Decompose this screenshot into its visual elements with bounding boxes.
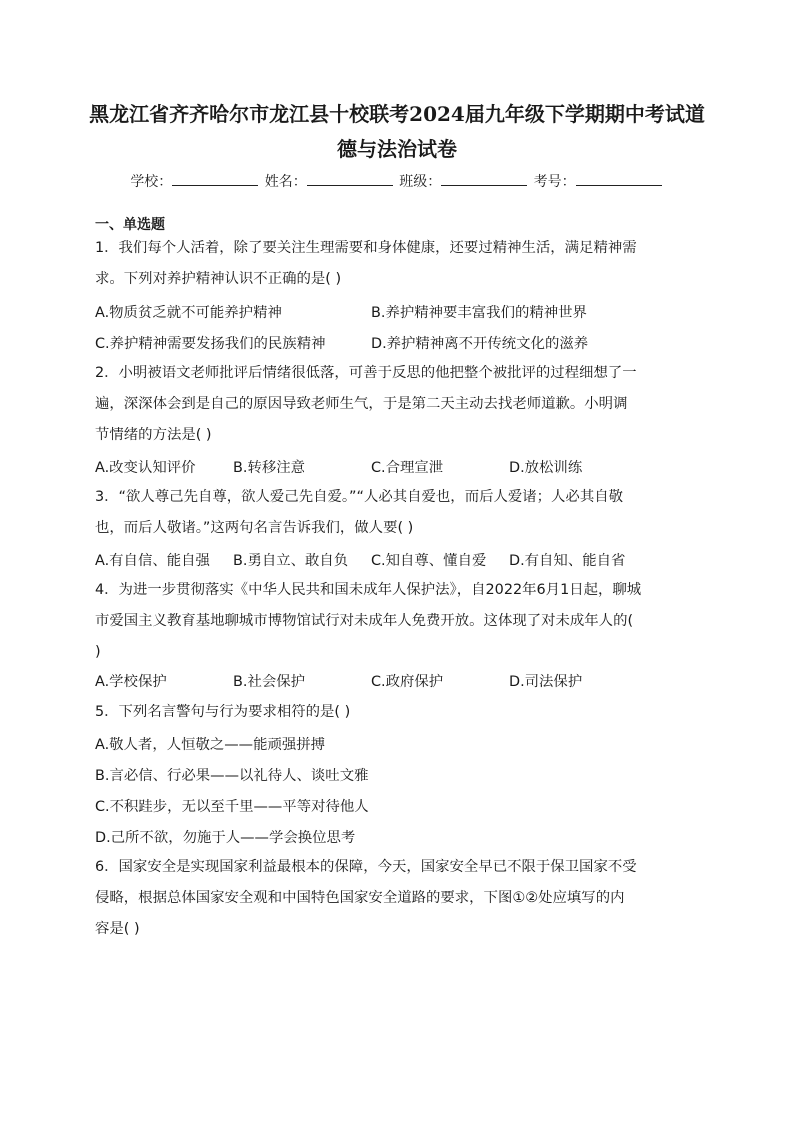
question-3-option-b: B.勇自立、敢自负 bbox=[233, 553, 349, 569]
school-blank[interactable] bbox=[172, 169, 258, 186]
class-blank[interactable] bbox=[441, 169, 527, 186]
name-label: 姓名： bbox=[264, 174, 307, 190]
question-5-option-a: A.敬人者，人恒敬之——能顽强拼搏 bbox=[95, 737, 326, 753]
question-4-line-1: 4．为进一步贯彻落实《中华人民共和国未成年人保护法》，自2022年6月1日起，聊城 bbox=[95, 582, 642, 598]
question-3-option-d: D.有自知、能自省 bbox=[509, 553, 626, 569]
exam-title-line-1: 黑龙江省齐齐哈尔市龙江县十校联考2024届九年级下学期期中考试道 bbox=[89, 102, 705, 126]
question-2-option-d: D.放松训练 bbox=[509, 460, 583, 476]
question-5-option-d: D.己所不欲，勿施于人——学会换位思考 bbox=[95, 830, 356, 846]
number-label: 考号： bbox=[533, 174, 576, 190]
question-3-option-c: C.知自尊、懂自爱 bbox=[371, 553, 487, 569]
question-6-line-2: 侵略，根据总体国家安全观和中国特色国家安全道路的要求，下图①②处应填写的内 bbox=[95, 890, 625, 906]
question-1-line-2: 求。下列对养护精神认识不正确的是( ) bbox=[95, 271, 342, 287]
number-blank[interactable] bbox=[576, 169, 662, 186]
question-2-line-3: 节情绪的方法是( ) bbox=[95, 427, 212, 443]
question-1-option-d: D.养护精神离不开传统文化的滋养 bbox=[371, 336, 589, 352]
question-5-option-b: B.言必信、行必果——以礼待人、谈吐文雅 bbox=[95, 768, 369, 784]
question-2-option-b: B.转移注意 bbox=[233, 460, 306, 476]
question-2-line-1: 2．小明被语文老师批评后情绪很低落，可善于反思的他把整个被批评的过程细想了一 bbox=[95, 365, 637, 381]
question-2-option-a: A.改变认知评价 bbox=[95, 460, 196, 476]
question-3-option-a: A.有自信、能自强 bbox=[95, 553, 210, 569]
question-2-option-c: C.合理宣泄 bbox=[371, 460, 444, 476]
question-2-line-2: 遍，深深体会到是自己的原因导致老师生气，于是第二天主动去找老师道歉。小明调 bbox=[95, 396, 628, 412]
exam-title-line-2: 德与法治试卷 bbox=[337, 137, 457, 161]
question-4-option-b: B.社会保护 bbox=[233, 674, 306, 690]
question-6-line-1: 6．国家安全是实现国家利益最根本的保障，今天，国家安全早已不限于保卫国家不受 bbox=[95, 859, 637, 875]
student-info-row bbox=[0, 169, 794, 193]
question-5-line-1: 5．下列名言警句与行为要求相符的是( ) bbox=[95, 704, 351, 720]
school-label: 学校： bbox=[130, 174, 173, 190]
section-heading: 一、单选题 bbox=[95, 217, 165, 233]
question-5-option-c: C.不积跬步，无以至千里——平等对待他人 bbox=[95, 799, 369, 815]
question-4-option-a: A.学校保护 bbox=[95, 674, 167, 690]
question-1-line-1: 1．我们每个人活着，除了要关注生理需要和身体健康，还要过精神生活，满足精神需 bbox=[95, 240, 637, 256]
question-3-line-1: 3．“欲人尊己先自尊，欲人爱己先自爱。”“人必其自爱也，而后人爱诸；人必其自敬 bbox=[95, 489, 623, 505]
question-4-line-2: 市爱国主义教育基地聊城市博物馆试行对未成年人免费开放。这体现了对未成年人的( bbox=[95, 613, 634, 629]
question-4-option-c: C.政府保护 bbox=[371, 674, 444, 690]
question-1-option-b: B.养护精神要丰富我们的精神世界 bbox=[371, 305, 587, 321]
question-3-line-2: 也，而后人敬诸。”这两句名言告诉我们，做人要( ) bbox=[95, 520, 414, 536]
name-blank[interactable] bbox=[307, 169, 393, 186]
question-1-option-a: A.物质贫乏就不可能养护精神 bbox=[95, 305, 282, 321]
question-1-option-c: C.养护精神需要发扬我们的民族精神 bbox=[95, 336, 326, 352]
question-4-line-3: ) bbox=[95, 644, 101, 660]
question-6-line-3: 容是( ) bbox=[95, 921, 140, 937]
question-4-option-d: D.司法保护 bbox=[509, 674, 583, 690]
class-label: 班级： bbox=[399, 174, 442, 190]
